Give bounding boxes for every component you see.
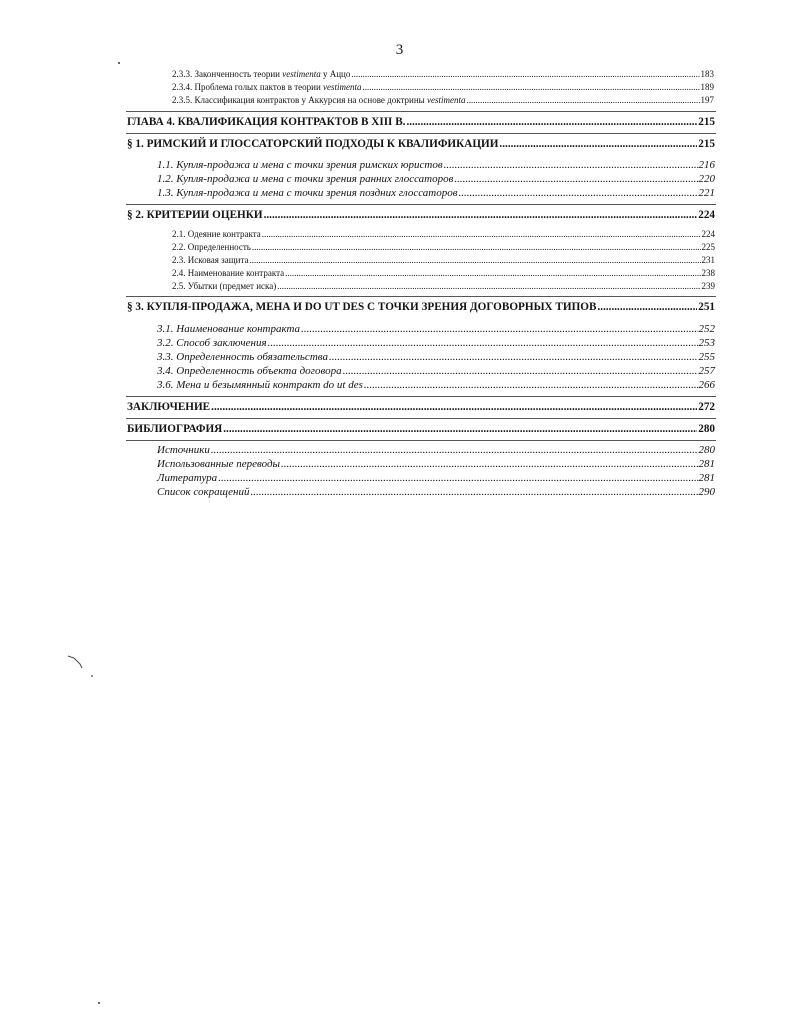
dot-leader (343, 366, 698, 377)
toc-entry-page: 253 (698, 337, 715, 349)
toc-entry-3-6[interactable] (157, 380, 715, 391)
toc-entry-label: 2.3. Исковая защита (172, 255, 249, 265)
dot-leader (252, 243, 701, 252)
toc-entry-2-1[interactable] (172, 230, 715, 239)
divider (126, 133, 716, 134)
toc-entry-label: ГЛАВА 4. КВАЛИФИКАЦИЯ КОНТРАКТОВ В XIII В. (127, 116, 406, 128)
toc-entry-2-2[interactable] (172, 243, 715, 252)
toc-chapter-4[interactable] (127, 117, 715, 128)
toc-bibliography[interactable] (127, 424, 715, 435)
toc-entry-label: 3.3. Определенность обязательства (157, 351, 328, 363)
toc-entry-3-1[interactable] (157, 324, 715, 335)
toc-entry-label: 1.1. Купля-продажа и мена с точки зрения римских юристов (157, 159, 443, 171)
dot-leader (406, 117, 697, 128)
toc-entry-page: 251 (698, 301, 715, 313)
toc-entry-page: 280 (698, 444, 715, 456)
toc-entry-page: 231 (701, 255, 715, 265)
toc-entry-translations[interactable] (157, 459, 715, 470)
scan-mark (66, 652, 96, 682)
toc-entry-label: 3.1. Наименование контракта (157, 323, 301, 335)
toc-entry-page: 272 (698, 401, 715, 413)
toc-section-1[interactable] (127, 139, 715, 150)
toc-entry-page: 225 (701, 242, 715, 252)
dot-leader (250, 256, 701, 265)
toc-entry-page: 255 (698, 351, 715, 363)
toc-entry-label: Использованные переводы (157, 458, 280, 470)
toc-entry-1-3[interactable] (157, 188, 715, 199)
toc-entry-page: 266 (698, 379, 715, 391)
dot-leader (277, 282, 700, 291)
toc-entry-page: 183 (700, 69, 714, 79)
toc-entry-abbreviations[interactable] (157, 487, 715, 498)
toc-entry-page: 197 (700, 95, 714, 105)
toc-entry-3-3[interactable] (157, 352, 715, 363)
toc-entry-label: 2.3.3. Законченность теории vestimenta у Аццо (172, 69, 351, 79)
toc-conclusion[interactable] (127, 402, 715, 413)
toc-entry-label: § 3. КУПЛЯ-ПРОДАЖА, МЕНА И DO UT DES С ТОЧКИ ЗРЕНИЯ ДОГОВОРНЫХ ТИПОВ (127, 301, 597, 313)
dot-leader (597, 302, 697, 313)
divider (126, 440, 716, 441)
toc-entry-literature[interactable] (157, 473, 715, 484)
toc-entry-label: 1.3. Купля-продажа и мена с точки зрения поздних глоссаторов (157, 187, 458, 199)
dot-leader (351, 70, 699, 79)
toc-entry-page: 239 (701, 281, 715, 291)
dot-leader (363, 83, 700, 92)
toc-entry-label: § 2. КРИТЕРИИ ОЦЕНКИ (127, 209, 263, 221)
toc-entry-page: 280 (698, 423, 715, 435)
toc-entry-label: 2.1. Одеяние контракта (172, 229, 261, 239)
divider (126, 204, 716, 205)
toc-entry-label: 2.2. Определенность (172, 242, 251, 252)
toc-entry-label: ЗАКЛЮЧЕНИЕ (127, 401, 211, 413)
toc-entry-label: 2.4. Наименование контракта (172, 268, 285, 278)
toc-entry-sources[interactable] (157, 445, 715, 456)
toc-entry-page: 224 (701, 229, 715, 239)
dot-leader (301, 324, 697, 335)
toc-entry-label: 2.3.4. Проблема голых пактов в теории vestimenta (172, 82, 362, 92)
toc-entry-page: 238 (701, 268, 715, 278)
toc-entry-2-3-3[interactable] (172, 70, 714, 79)
toc-entry-label: 3.4. Определенность объекта договора (157, 365, 342, 377)
toc-entry-page: 290 (698, 486, 715, 498)
toc-entry-label: 2.5. Убытки (предмет иска) (172, 281, 277, 291)
dot-leader (251, 487, 698, 498)
dot-leader (268, 338, 698, 349)
dot-leader (444, 160, 698, 171)
toc-entry-1-1[interactable] (157, 160, 715, 171)
page-number: 3 (395, 42, 404, 58)
toc-entry-3-4[interactable] (157, 366, 715, 377)
toc-entry-page: 281 (698, 458, 715, 470)
divider (126, 111, 716, 112)
toc-entry-label: Список сокращений (157, 486, 250, 498)
toc-section-2[interactable] (127, 210, 715, 221)
scan-speck (118, 62, 120, 64)
toc-entry-page: 224 (698, 209, 715, 221)
toc-entry-2-5[interactable] (172, 282, 715, 291)
toc-entry-page: 252 (698, 323, 715, 335)
toc-entry-page: 215 (698, 116, 715, 128)
toc-entry-label: 1.2. Купля-продажа и мена с точки зрения ранних глоссаторов (157, 173, 454, 185)
toc-entry-3-2[interactable] (157, 338, 715, 349)
dot-leader (285, 269, 700, 278)
toc-entry-page: 257 (698, 365, 715, 377)
toc-entry-label: 3.2. Способ заключения (157, 337, 267, 349)
divider (126, 396, 716, 397)
toc-entry-2-4[interactable] (172, 269, 715, 278)
toc-entry-page: 189 (700, 82, 714, 92)
toc-entry-page: 215 (698, 138, 715, 150)
toc-entry-1-2[interactable] (157, 174, 715, 185)
toc-entry-page: 221 (698, 187, 715, 199)
dot-leader (211, 445, 698, 456)
toc-entry-label: Литература (157, 472, 218, 484)
scan-speck (98, 1002, 100, 1004)
toc-entry-2-3-5[interactable] (172, 96, 714, 105)
toc-entry-label: 3.6. Мена и безымянный контракт do ut des (157, 379, 363, 391)
dot-leader (264, 210, 698, 221)
toc-entry-page: 281 (698, 472, 715, 484)
dot-leader (223, 424, 697, 435)
dot-leader (281, 459, 698, 470)
dot-leader (466, 96, 699, 105)
dot-leader (262, 230, 701, 239)
toc-entry-2-3-4[interactable] (172, 83, 714, 92)
dot-leader (329, 352, 698, 363)
divider (126, 418, 716, 419)
toc-entry-label: 2.3.5. Классификация контрактов у Аккурсия на основе доктрины vestimenta (172, 95, 466, 105)
divider (126, 296, 716, 297)
toc-entry-page: 220 (698, 173, 715, 185)
toc-entry-page: 216 (698, 159, 715, 171)
dot-leader (211, 402, 697, 413)
dot-leader (364, 380, 698, 391)
dot-leader (459, 188, 698, 199)
dot-leader (218, 473, 697, 484)
dot-leader (499, 139, 697, 150)
toc-entry-label: БИБЛИОГРАФИЯ (127, 423, 223, 435)
toc-entry-label: § 1. РИМСКИЙ И ГЛОССАТОРСКИЙ ПОДХОДЫ К КВАЛИФИКАЦИИ (127, 138, 499, 150)
dot-leader (454, 174, 697, 185)
toc-entry-label: Источники (157, 444, 210, 456)
toc-section-3[interactable] (127, 302, 715, 313)
toc-entry-2-3[interactable] (172, 256, 715, 265)
